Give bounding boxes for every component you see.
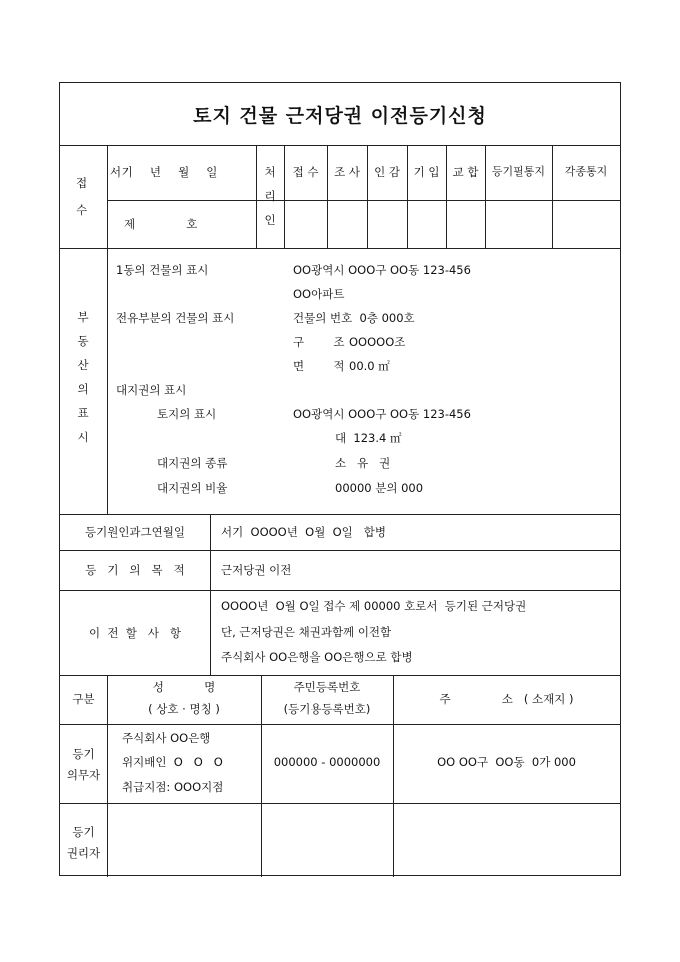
column-header-various-notice: 각종통지	[564, 165, 608, 178]
land-type-area: 대 123.4 ㎡	[335, 431, 402, 445]
property-side-char: 의	[77, 382, 89, 396]
obligor-label: 등기	[72, 747, 95, 761]
building-label: 1동의 건물의 표시	[116, 263, 209, 277]
property-side-char: 시	[77, 430, 89, 444]
reception-label-bottom: 수	[76, 203, 88, 217]
divider	[107, 200, 620, 201]
property-side-char: 부	[77, 310, 89, 324]
divider	[60, 803, 620, 804]
holder-label-sub: 권리자	[66, 846, 101, 860]
purpose-label: 등 기 의 목 적	[85, 563, 185, 577]
reception-date-label: 서기 년 월 일	[110, 165, 218, 179]
divider	[60, 248, 620, 249]
divider	[60, 550, 620, 551]
transfer-line: 단, 근저당권은 채권과함께 이전함	[221, 625, 392, 639]
property-side-char: 동	[77, 334, 89, 348]
cause-label: 등기원인과그연월일	[85, 525, 185, 539]
obligor-name-line: 주식회사 OO은행	[122, 731, 211, 745]
parties-header-id-sub: (등기용등록번호)	[283, 702, 371, 716]
land-right-label: 대지권의 표시	[116, 383, 187, 397]
divider	[327, 145, 328, 248]
parties-header-id: 주민등록번호	[293, 680, 361, 694]
divider	[210, 514, 211, 675]
right-ratio-value: 00000 분의 000	[335, 481, 424, 495]
transfer-line: OOOO년 O월 O일 접수 제 00000 호로서 등기된 근저당권	[221, 599, 527, 613]
area-label: 면 적	[293, 359, 345, 373]
right-type-value: 소 유 권	[335, 456, 391, 470]
column-header-inspection: 조 사	[334, 165, 360, 179]
right-type-label: 대지권의 종류	[157, 456, 228, 470]
divider	[446, 145, 447, 248]
divider	[367, 145, 368, 248]
divider	[407, 145, 408, 248]
building-address: OO광역시 OOO구 OO동 123-456	[293, 263, 471, 277]
form-title: 토지 건물 근저당권 이전등기신청	[193, 105, 487, 127]
parties-header-name-sub: ( 상호 · 명칭 )	[148, 702, 220, 716]
parties-header-name: 성 명	[152, 680, 216, 694]
divider	[552, 145, 553, 248]
obligor-address: OO OO구 OO동 0가 000	[437, 755, 576, 769]
column-header-seal: 인 감	[374, 165, 400, 179]
building-name: OO아파트	[293, 287, 345, 301]
divider	[60, 675, 620, 676]
reception-label-top: 접	[76, 176, 88, 190]
structure-label: 구 조	[293, 335, 345, 349]
land-label: 토지의 표시	[157, 407, 217, 421]
divider	[284, 145, 285, 248]
unit-label: 전유부분의 건물의 표시	[116, 311, 235, 325]
holder-label: 등기	[72, 825, 95, 839]
column-header-collation: 교 합	[452, 165, 479, 179]
obligor-name-line: 취급지점: OOO지점	[122, 780, 224, 794]
obligor-label-sub: 의무자	[66, 768, 101, 782]
area-value: 00.0 ㎡	[349, 359, 390, 373]
transfer-label: 이 전 할 사 항	[88, 626, 182, 640]
right-ratio-label: 대지권의 비율	[157, 481, 228, 495]
divider	[60, 590, 620, 591]
reception-number-label: 제 호	[124, 217, 198, 231]
divider	[107, 145, 108, 248]
parties-header-category: 구분	[72, 692, 95, 706]
processing-label-char: 인	[264, 213, 276, 227]
column-header-completion-notice: 등기필통지	[491, 165, 546, 178]
divider	[60, 724, 620, 725]
divider	[107, 248, 108, 514]
cause-value: 서기 OOOO년 O월 O일 합병	[221, 525, 386, 539]
divider	[256, 145, 257, 248]
obligor-id: 000000 - 0000000	[273, 755, 381, 769]
obligor-name-line: 위지배인 O O O	[122, 755, 223, 769]
parties-header-address: 주 소 ( 소재지 )	[439, 692, 574, 706]
structure-value: OOOOO조	[349, 335, 406, 349]
property-side-char: 산	[77, 358, 89, 372]
land-address: OO광역시 OOO구 OO동 123-456	[293, 407, 471, 421]
processing-label-char: 처	[264, 165, 276, 179]
registration-form	[59, 82, 621, 876]
purpose-value: 근저당권 이전	[221, 563, 292, 577]
unit-number: 건물의 번호 0층 000호	[293, 311, 415, 325]
transfer-line: 주식회사 OO은행을 OO은행으로 합병	[221, 650, 413, 664]
divider	[60, 514, 620, 515]
column-header-reception: 접 수	[292, 165, 319, 179]
property-side-char: 표	[77, 406, 89, 420]
processing-label-char: 리	[264, 189, 276, 203]
divider	[60, 145, 620, 146]
column-header-entry: 기 입	[413, 165, 440, 179]
divider	[485, 145, 486, 248]
